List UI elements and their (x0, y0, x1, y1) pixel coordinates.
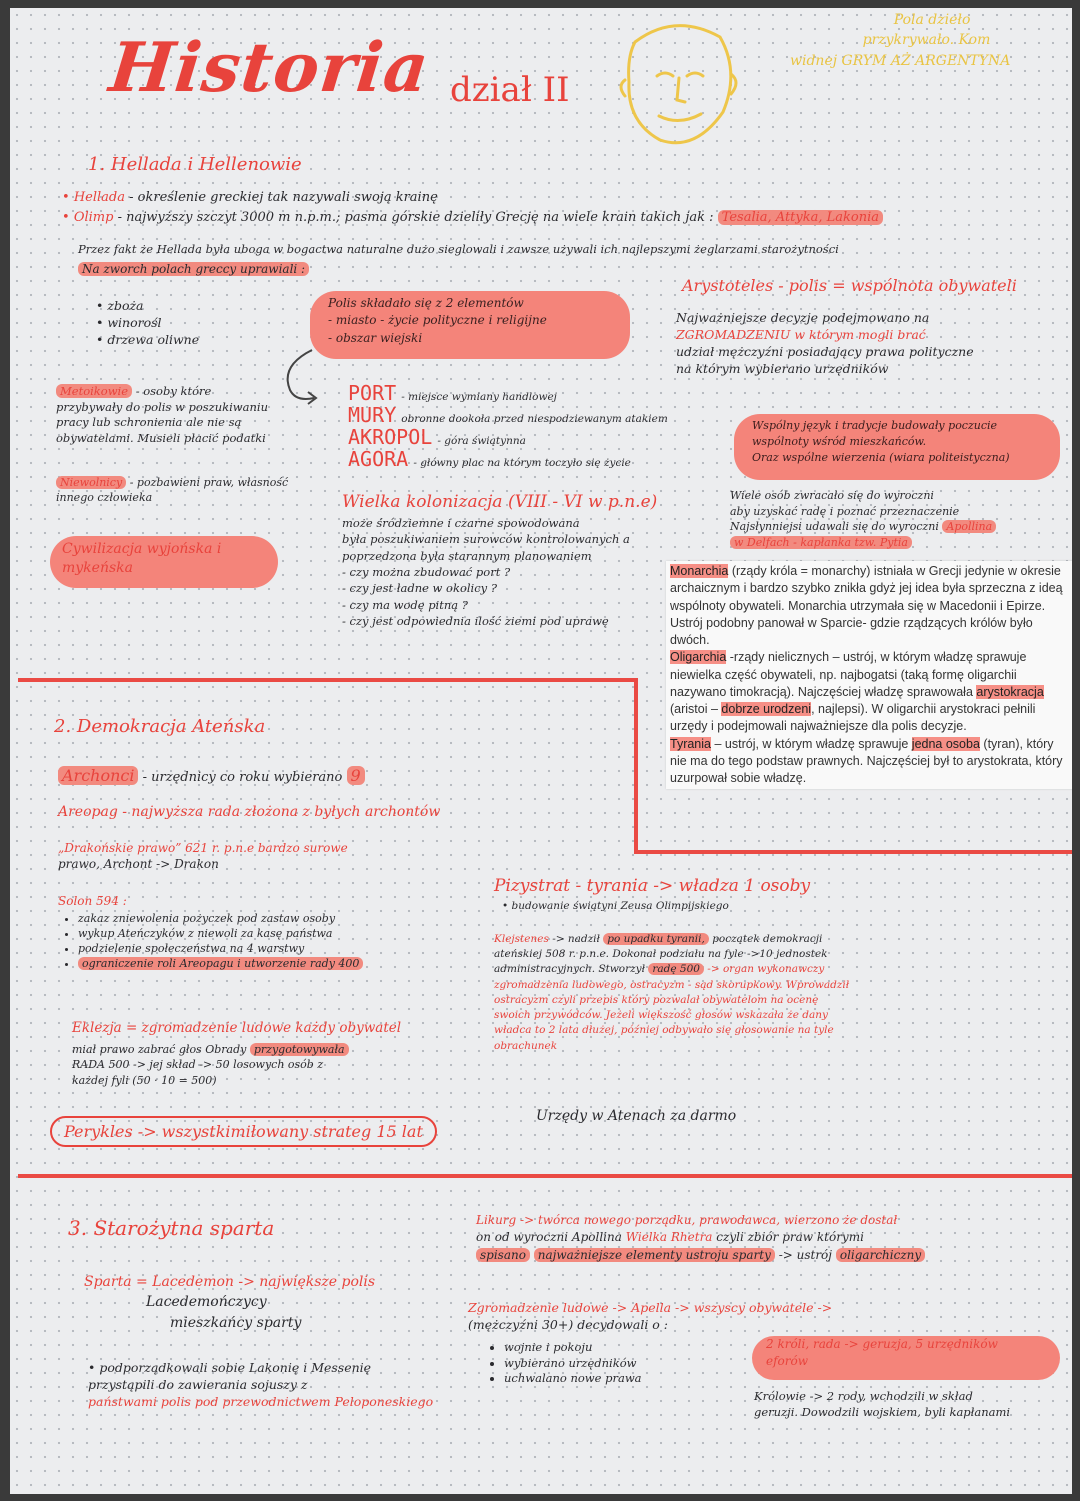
klejstenes-line: ateńskiej 508 r. p.n.e. Dokonał podziału na fyle ->10 jednostek (494, 948, 828, 961)
apella-item: • wojnie i pokoju (504, 1340, 642, 1356)
jedna-osoba-highlight: jedna osoba (911, 736, 980, 751)
solon-item: • wykup Ateńczyków z niewoli za kasę państwa (78, 927, 363, 942)
oligarchiczny-highlight: oligarchiczny (836, 1248, 925, 1262)
krole-line: eforów (766, 1354, 808, 1369)
perykles-text: Perykles -> wszystkimiłowany strateg 15 lat (64, 1122, 423, 1141)
zgromadzenie-line: Najważniejsze decyzje podejmowano na (676, 310, 930, 325)
apella-item: • uchwalano nowe prawa (504, 1371, 642, 1387)
section-1-divider (18, 678, 638, 682)
kolonizacja-line: - czy jest ładne w okolicy ? (342, 581, 497, 596)
hellada-definition: - określenie greckiej tak nazywali swoją krainę (129, 190, 438, 205)
zgromadzenie-line: udział mężczyźni posiadający prawa polityczne (676, 343, 974, 359)
likurg-line: on od wyroczni Apollina Wielka Rhetra czyli zbiór praw którymi (476, 1230, 864, 1245)
apollina-highlight: Apollina (942, 520, 996, 533)
klejstenes-line: władca to 2 lata dłużej, później odbywało się głosowanie na tyle (494, 1024, 834, 1037)
apella-block (468, 1300, 832, 1334)
kolonizacja-line: - czy ma wodę pitną ? (342, 597, 468, 612)
metoikowie-term: Metoikowie (56, 384, 132, 398)
regions-highlight: Tesalia, Attyka, Lakonia (718, 210, 883, 225)
solon-item: • zakaz zniewolenia pożyczek pod zastaw osoby (78, 912, 363, 927)
metoikowie-line: Metoikowie - osoby które (56, 384, 268, 400)
rada-500-highlight: radę 500 (648, 963, 704, 975)
monarchia-term: Monarchia (670, 564, 729, 578)
niewolnicy-term: Niewolnicy (56, 476, 126, 489)
page-title: Historia (105, 28, 434, 108)
wyrocznia-line: aby uzyskać radę i poznać przeznaczenie (730, 504, 960, 518)
drakon-line: „Drakońskie prawo” 621 r. p.n.e bardzo surowe (58, 841, 348, 855)
klejstenes-line: zgromadzenia ludowego, ostracyzm - sąd skorupkowy. Wprowadził (494, 978, 850, 991)
arystokracja-highlight: arystokracja (976, 684, 1044, 699)
krolowie-line: Królowie -> 2 rody, wchodzili w skład (754, 1389, 973, 1403)
sparta-line: mieszkańcy sparty (170, 1314, 302, 1331)
cywilizacja-text (62, 540, 221, 578)
polis-line: Polis składało się z 2 elementów (328, 296, 524, 310)
section-3-heading: 3. Starożytna sparta (68, 1216, 275, 1240)
crop-item: • zboża (96, 298, 144, 313)
apella-item: • wybierano urzędników (504, 1356, 642, 1372)
drakon-block (58, 840, 348, 872)
solon-list (62, 912, 363, 971)
drakon-line: prawo, Archont -> Drakon (58, 857, 219, 872)
section-1-heading: 1. Hellada i Hellenowie (88, 154, 302, 175)
zgromadzenie-line: ZGROMADZENIU w którym mogli brać (676, 326, 926, 342)
olimp-line (62, 210, 883, 225)
oligarchia-paragraph: Oligarchia -rządy nielicznych – ustrój, w którym władzę sprawuje niewielka część obywateli, np. najbogatsi (taką formę oligarchii nazywano timokracją). Najczęściej władzę sprawowała arystokracja (aristoi – dobrze urodzeni, najlepsi). W oligarchii arystokraci pełnili urzędy i podejmowali najważniejsze dla polis decyzje. (670, 650, 1044, 734)
perykles-box (50, 1116, 437, 1147)
corner-note (790, 10, 1050, 71)
crop-item: • drzewa oliwne (96, 331, 200, 347)
eklezja-title: Eklezja = zgromadzenie ludowe każdy obywatel (72, 1020, 402, 1036)
apella-line: Zgromadzenie ludowe -> Apella -> wszyscy obywatele -> (468, 1300, 833, 1315)
wspolny-line: Wspólny język i tradycje budowały poczucie (752, 419, 998, 432)
podporzadkowali-line: państwami polis pod przewodnictwem Peloponeskiego (88, 1393, 434, 1409)
areopag-text: Areopag - najwyższa rada złożona z byłych archontów (58, 804, 441, 820)
face-doodle (615, 12, 745, 152)
klejstenes-line: Klejstenes -> nadził po upadku tyranii, początek demokracji (494, 933, 823, 945)
podporzadkowali-block (88, 1360, 433, 1411)
apella-line: (mężczyźni 30+) decydowali o : (468, 1316, 669, 1332)
corner-note-line: widnej GRYM AŻ ARGENTYNA (790, 52, 1011, 69)
likurg-block (476, 1212, 925, 1264)
sparta-line: Lacedemończycy (146, 1294, 267, 1311)
areopag-line (58, 804, 440, 820)
polis-line: - obszar wiejski (328, 330, 423, 345)
krolowie-block (754, 1388, 1010, 1420)
krolowie-line: geruzji. Dowodzili wojskiem, byli kapłanami (754, 1405, 1011, 1420)
kolonizacja-line: była poszukiwaniem surowców kontrolowanych a (342, 532, 630, 547)
wyrocznia-line (730, 535, 996, 551)
likurg-line: spisano najważniejsze elementy ustroju sparty -> ustrój oligarchiczny (476, 1247, 925, 1264)
spisano-highlight: spisano (476, 1248, 530, 1262)
wspolny-line: wspólnoty wśród mieszkańców. (752, 434, 927, 448)
kolonizacja-line: - czy jest odpowiednia ilość ziemi pod uprawę (342, 613, 609, 628)
polis-box-text (328, 295, 547, 347)
wyrocznia-line: Najsłynniejsi udawali się do wyroczni Apollina (730, 519, 996, 535)
niewolnicy-line: innego człowieka (56, 490, 153, 504)
likurg-line: Likurg -> twórca nowego porządku, prawodawca, wierzono że dostał (476, 1213, 898, 1227)
uprawiali-line (78, 262, 309, 276)
eklezja-highlight: przygotowywała (250, 1043, 349, 1056)
page-subtitle: dział II (450, 70, 570, 110)
klejstenes-block (494, 932, 849, 1054)
kolonizacja-line: poprzedzona była starannym planowaniem (342, 548, 592, 563)
corner-note-line: przykrywało. Kom (862, 32, 991, 49)
zgromadzenie-text (676, 310, 974, 378)
hellada-line (62, 190, 438, 205)
metoikowie-line: pracy lub schronienia ale nie są (56, 415, 242, 430)
kolonizacja-line: - czy można zbudować port ? (342, 564, 511, 579)
podporzadkowali-line: • podporządkowali sobie Lakonię i Messenię (88, 1360, 372, 1375)
cywilizacja-line: mykeńska (62, 559, 133, 576)
pizystrat-line: Pizystrat - tyrania -> władza 1 osoby (494, 876, 811, 896)
city-item-mury: MURY obronne dookoła przed niespodziewanym atakiem (348, 403, 668, 427)
printed-ustroje-box (666, 561, 1072, 789)
wyrocznia-text (730, 488, 996, 550)
klejstenes-term: Klejstenes (494, 933, 549, 945)
wielka-rhetra: Wielka Rhetra (625, 1230, 713, 1245)
uprawiali-highlight: Na zworch polach greccy uprawiali : (78, 262, 309, 276)
city-item-akropol: AKROPOL - góra świątynna (348, 425, 526, 449)
eklezja-line: miał prawo zabrać głos Obrady przygotowywała (72, 1042, 349, 1057)
notebook-page (10, 8, 1072, 1494)
hellada-term-text: Hellada (73, 190, 125, 205)
archonci-definition: - urzędnicy co roku wybierano (142, 770, 343, 785)
tyrania-paragraph: Tyrania – ustrój, w którym władzę sprawuje jedna osoba (tyran), który nie ma do tego podstaw prawnych. Najczęściej był to arystokrata, który uzurpował sobie władzę. (670, 736, 1063, 785)
section-2-inner-divider (634, 850, 1072, 854)
pytia-highlight: w Delfach - kapłanka tzw. Pytia (730, 536, 912, 549)
oligarchia-term: Oligarchia (670, 650, 727, 665)
arystoteles-line: Arystoteles - polis = wspólnota obywateli (682, 276, 1017, 295)
uboga-line: Przez fakt że Hellada była uboga w bogactwa naturalne dużo sieglowali i zawsze używali ich najlepszymi żeglarzami starożytności (78, 242, 839, 256)
tyrania-term: Tyrania (670, 736, 711, 751)
klejstenes-line: obrachunek (494, 1039, 558, 1052)
city-item-agora: AGORA - główny plac na którym toczyło się życie (348, 447, 631, 471)
elementy-highlight: najważniejsze elementy ustroju sparty (534, 1248, 775, 1262)
krole-line: 2 króli, rada -> geruzja, 5 urzędników (766, 1337, 998, 1351)
podporzadkowali-line: przystąpili do zawierania sojuszy z (88, 1376, 308, 1392)
archonci-term: Archonci (58, 766, 138, 785)
pizystrat-sub: • budowanie świątyni Zeusa Olimpijskiego (502, 900, 729, 912)
niewolnicy-line: Niewolnicy - pozbawieni praw, własność (56, 476, 288, 491)
corner-note-line: Pola dzieło (893, 12, 971, 28)
section-2-heading: 2. Demokracja Ateńska (54, 716, 266, 737)
cywilizacja-line: Cywilizacja wyjońska i (62, 541, 222, 557)
olimp-definition: - najwyższy szczyt 3000 m n.p.m.; pasma górskie dzieliły Grecję na wiele krain takich jak : (117, 210, 714, 225)
metoikowie-block (56, 384, 268, 446)
metoikowie-line: przybywały do polis w poszukiwaniu (56, 399, 268, 414)
klejstenes-line: administracyjnych. Stworzył radę 500 -> organ wykonawczy (494, 963, 825, 976)
solon-highlight: ograniczenie roli Areopagu i utworzenie rady 400 (78, 957, 363, 970)
olimp-term: Olimp (73, 210, 114, 225)
section-2-vertical-divider (634, 678, 638, 854)
sparta-block (84, 1272, 375, 1333)
klejstenes-line: swoich przywódców. Jeżeli większość głosów wskazała że dany (494, 1009, 828, 1022)
solon-item (78, 957, 363, 972)
section-2-divider (18, 1174, 1072, 1178)
archonci-number: 9 (347, 766, 365, 785)
dobrze-urodzeni-highlight: dobrze urodzeni (721, 702, 812, 716)
metoikowie-line: obywatelami. Musieli płacić podatki (56, 430, 266, 445)
solon-item: • podzielenie społeczeństwa na 4 warstwy (78, 942, 363, 957)
eklezja-block (72, 1042, 349, 1088)
crop-item: • winorośl (96, 314, 162, 330)
monarchia-paragraph: Monarchia (rządy króla = monarchy) istniała w Grecji jedynie w okresie archaicznym i bardzo szybko znikła gdyż jej idea była sprzeczna z ideą wspólnoty obywateli. Monarchia utrzymała się w Macedonii i Epirze. Ustrój podobny panował w Sparcie- gdzie rządzących królów było dwóch. (670, 564, 1063, 647)
polis-line: - miasto - życie polityczne i religijne (328, 313, 547, 328)
wspolny-line: Oraz wspólne wierzenia (wiara politeistyczna) (752, 450, 1010, 464)
sparta-line: Sparta = Lacedemon -> największe polis (84, 1274, 376, 1290)
city-item-port: PORT - miejsce wymiany handlowej (348, 381, 557, 405)
niewolnicy-block (56, 476, 288, 506)
solon-title: Solon 594 : (58, 894, 127, 908)
hellada-term: • (62, 190, 74, 205)
arrow-doodle (272, 344, 332, 414)
eklezja-line: każdej fyli (50 · 10 = 500) (72, 1073, 217, 1087)
urzedy-line: Urzędy w Atenach za darmo (536, 1108, 737, 1124)
wyrocznia-line: Wiele osób zwracało się do wyroczni (730, 489, 934, 502)
olimp-bullet: • (62, 210, 74, 225)
kolonizacja-title: Wielka kolonizacja (VIII - VI w p.n.e) (342, 492, 658, 512)
kolonizacja-text (342, 515, 630, 629)
wspolny-jezyk-text (752, 418, 1010, 466)
apella-list (488, 1340, 642, 1387)
klejstenes-line: ostracyzm czyli przepis który pozwalał obywatelom na ocenę (494, 993, 819, 1006)
zgromadzenie-line: na którym wybierano urzędników (676, 360, 889, 376)
crops-list (80, 298, 199, 349)
krole-box-text (766, 1336, 998, 1371)
archonci-line (58, 766, 365, 785)
klejstenes-highlight: po upadku tyranii, (603, 933, 709, 945)
kolonizacja-line: może śródziemne i czarne spowodowana (342, 516, 580, 530)
eklezja-line: RADA 500 -> jej skład -> 50 losowych osób z (72, 1058, 324, 1072)
city-elements (348, 382, 668, 470)
